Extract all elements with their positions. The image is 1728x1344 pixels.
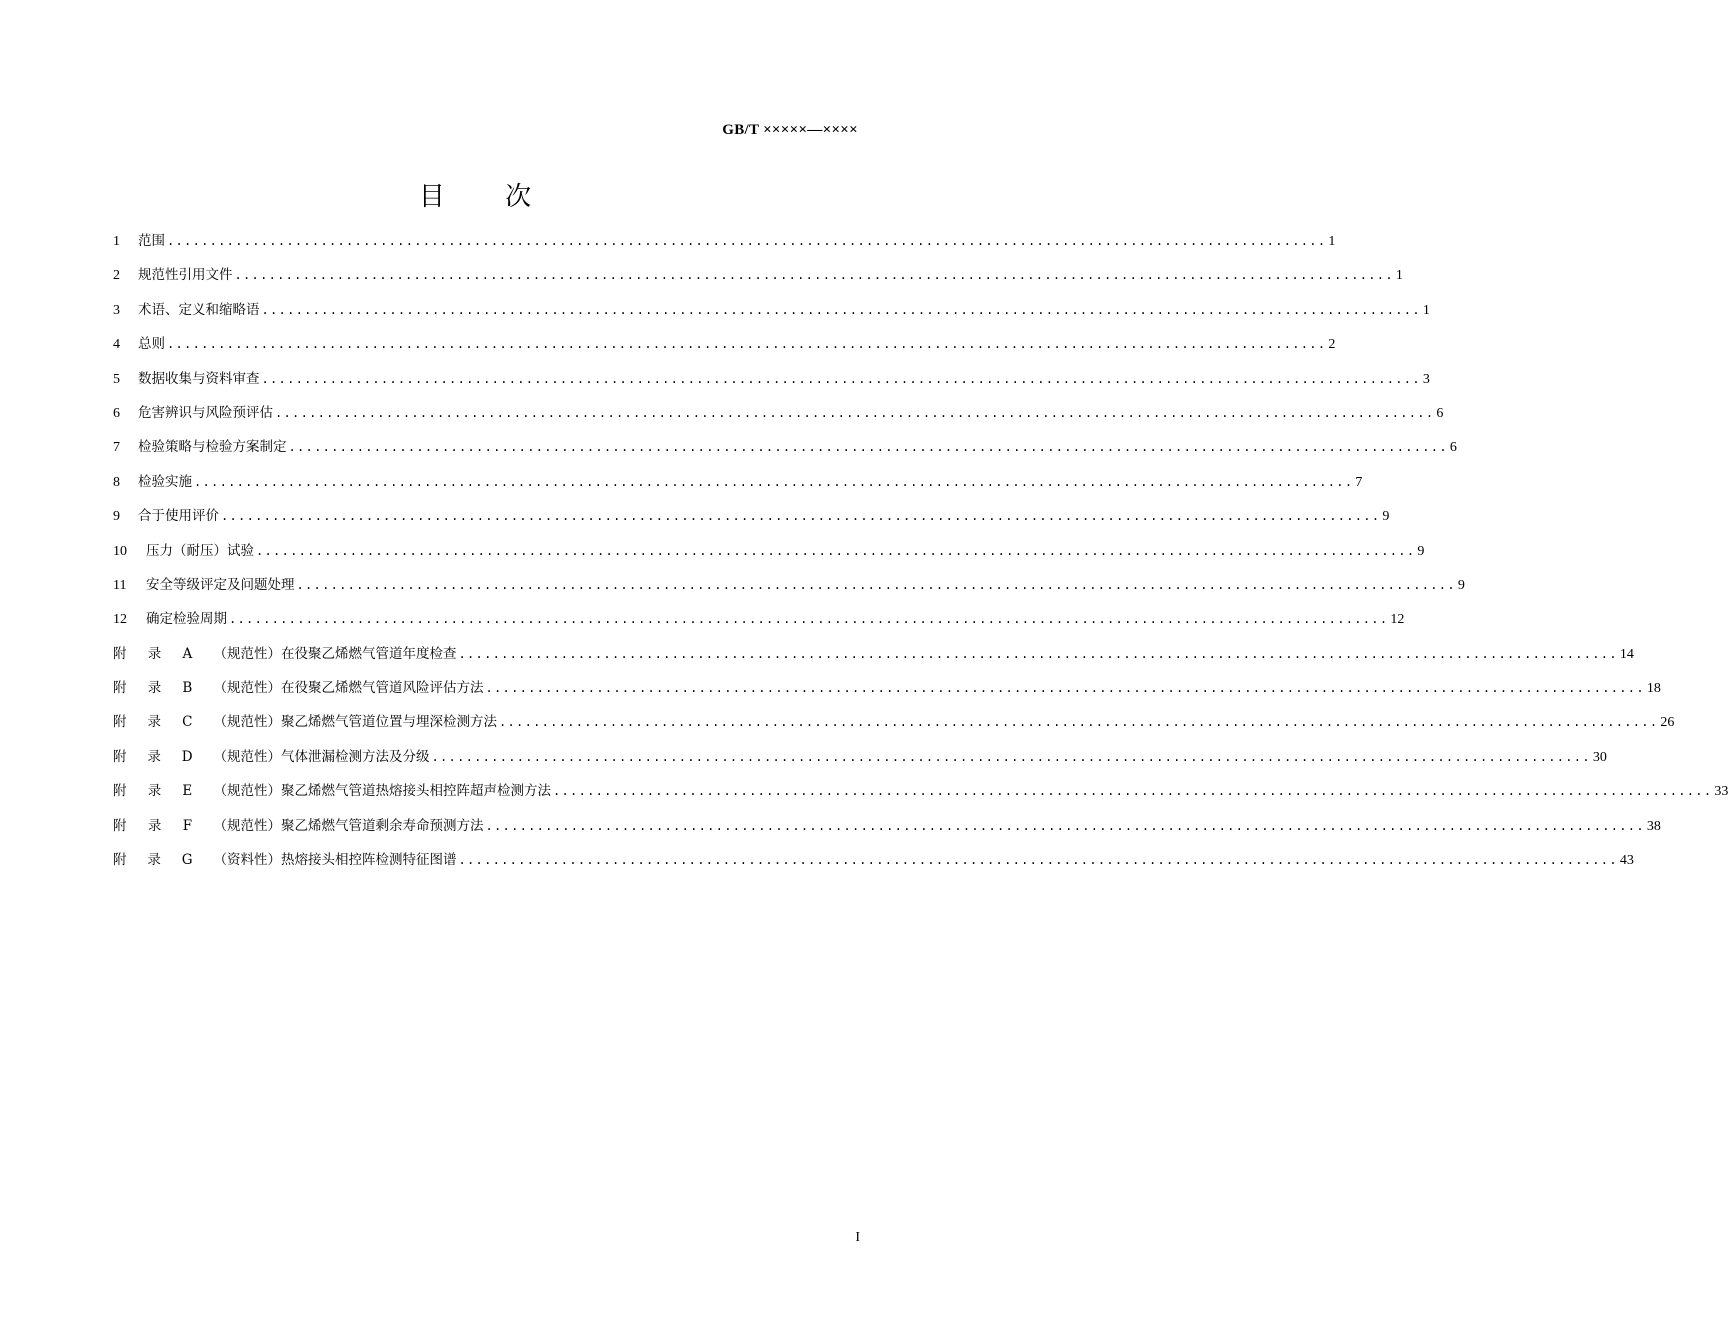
dot-leader: ........................................................................................................................................: [261, 302, 1421, 317]
toc-entry[interactable]: [113, 505, 1390, 539]
annex-title: 热熔接头相控阵检测特征图谱: [281, 852, 457, 869]
toc-entry[interactable]: [113, 540, 1425, 574]
annex-letter: D: [181, 748, 193, 765]
entry-page: 3: [1422, 371, 1430, 387]
dot-leader: ........................................................................................................................................: [167, 337, 1327, 352]
entry-page: 14: [1619, 646, 1634, 662]
entry-title: 检验策略与检验方案制定: [138, 439, 287, 456]
annex-lu: 录: [147, 714, 162, 731]
toc-annex-entry[interactable]: [113, 780, 1728, 814]
dot-leader: ........................................................................................................................................: [261, 371, 1421, 386]
entry-number: 5: [113, 371, 120, 387]
standard-code: GB/T ×××××—××××: [722, 122, 858, 138]
annex-label: [113, 815, 281, 837]
annex-letter: G: [181, 852, 193, 869]
toc-annex-entry[interactable]: [113, 677, 1661, 711]
annex-letter: A: [182, 645, 193, 662]
annex-lu: 录: [147, 680, 162, 697]
toc-entry[interactable]: [113, 402, 1444, 436]
dot-leader: ........................................................................................................................................: [296, 577, 1456, 592]
annex-letter: F: [182, 817, 193, 834]
toc-annex-entry[interactable]: [113, 849, 1634, 883]
toc-entry[interactable]: [113, 471, 1363, 505]
annex-fu: 附: [113, 748, 127, 765]
annex-title: 在役聚乙烯燃气管道风险评估方法: [281, 680, 484, 697]
entry-title: 总则: [138, 336, 165, 353]
annex-type: （规范性）: [213, 645, 281, 662]
dot-leader: ........................................................................................................................................: [485, 818, 1645, 833]
entry-page: 2: [1328, 337, 1336, 353]
annex-lu: 录: [147, 645, 162, 662]
toc-entry[interactable]: [113, 608, 1405, 642]
entry-page: 6: [1449, 440, 1457, 456]
annex-type: （规范性）: [213, 748, 281, 765]
entry-number: 8: [113, 474, 120, 490]
toc-entry[interactable]: [113, 368, 1430, 402]
toc-entry[interactable]: [113, 264, 1403, 298]
annex-label: [113, 643, 281, 665]
entry-title: 检验实施: [138, 473, 192, 490]
annex-type: （规范性）: [213, 714, 281, 731]
toc-list: [113, 230, 1728, 883]
entry-page: 1: [1328, 234, 1336, 249]
toc-annex-entry[interactable]: [113, 746, 1607, 780]
dot-leader: ........................................................................................................................................: [499, 715, 1659, 730]
annex-title: 在役聚乙烯燃气管道年度检查: [281, 645, 457, 662]
entry-title: 数据收集与资料审查: [138, 370, 260, 387]
toc-title: 目 次: [418, 182, 558, 212]
entry-title: 危害辨识与风险预评估: [138, 404, 273, 421]
annex-fu: 附: [113, 714, 127, 731]
annex-title: 聚乙烯燃气管道位置与埋深检测方法: [281, 714, 497, 731]
annex-label: [113, 780, 281, 802]
annex-lu: 录: [147, 748, 161, 765]
annex-label: [113, 677, 281, 699]
toc-annex-entry[interactable]: [113, 643, 1634, 677]
dot-leader: ........................................................................................................................................: [194, 474, 1354, 489]
toc-annex-entry[interactable]: [113, 815, 1661, 849]
toc-entry[interactable]: [113, 333, 1336, 367]
entry-page: 1: [1422, 302, 1430, 318]
entry-number: 3: [113, 302, 120, 318]
dot-leader: ........................................................................................................................................: [221, 509, 1381, 524]
dot-leader: ........................................................................................................................................: [431, 749, 1591, 764]
annex-fu: 附: [113, 645, 127, 662]
annex-title: 气体泄漏检测方法及分级: [281, 748, 430, 765]
annex-type: （规范性）: [213, 783, 281, 800]
entry-page: 9: [1382, 509, 1390, 525]
toc-entry[interactable]: [113, 436, 1457, 470]
annex-lu: 录: [147, 817, 162, 834]
entry-number: 6: [113, 405, 120, 421]
entry-page: 7: [1355, 474, 1363, 490]
entry-page: 1: [1395, 268, 1403, 284]
dot-leader: ........................................................................................................................................: [256, 543, 1416, 558]
entry-title: 确定检验周期: [146, 611, 227, 628]
dot-leader: ........................................................................................................................................: [234, 268, 1394, 283]
entry-title: 安全等级评定及问题处理: [146, 576, 295, 593]
annex-fu: 附: [113, 852, 127, 869]
entry-title: 术语、定义和缩略语: [138, 301, 260, 318]
entry-number: 2: [113, 268, 120, 284]
entry-number: 4: [113, 337, 120, 353]
entry-page: 26: [1660, 715, 1675, 731]
entry-page: 43: [1619, 853, 1634, 869]
entry-number: 9: [113, 509, 120, 525]
dot-leader: ........................................................................................................................................: [288, 440, 1448, 455]
dot-leader: ........................................................................................................................................: [167, 234, 1327, 248]
annex-type: （资料性）: [213, 852, 281, 869]
annex-label: [113, 849, 281, 871]
annex-fu: 附: [113, 817, 127, 834]
entry-page: 6: [1436, 405, 1444, 421]
entry-number: 1: [113, 234, 120, 249]
annex-letter: C: [182, 714, 193, 731]
dot-leader: ........................................................................................................................................: [275, 405, 1435, 420]
entry-title: 规范性引用文件: [138, 267, 233, 284]
dot-leader: ........................................................................................................................................: [229, 612, 1389, 627]
entry-page: 18: [1646, 681, 1661, 697]
dot-leader: ........................................................................................................................................: [553, 784, 1713, 799]
entry-page: 9: [1417, 543, 1425, 559]
toc-annex-entry[interactable]: [113, 711, 1675, 745]
annex-type: （规范性）: [213, 680, 281, 697]
annex-fu: 附: [113, 680, 127, 697]
annex-title: 聚乙烯燃气管道剩余寿命预测方法: [281, 817, 484, 834]
dot-leader: ........................................................................................................................................: [458, 853, 1618, 868]
entry-page: 38: [1646, 818, 1661, 834]
entry-number: 10: [113, 543, 127, 559]
annex-letter: E: [182, 783, 193, 800]
entry-number: 11: [113, 577, 127, 593]
entry-title: 合于使用评价: [138, 508, 219, 525]
entry-title: 范围: [138, 233, 165, 249]
entry-number: 7: [113, 440, 120, 456]
annex-label: [113, 746, 281, 768]
page-number: I: [855, 1230, 860, 1245]
annex-lu: 录: [147, 852, 161, 869]
toc-entry[interactable]: [113, 230, 1336, 264]
entry-title: 压力（耐压）试验: [146, 542, 254, 559]
entry-page: 12: [1390, 612, 1405, 628]
annex-type: （规范性）: [213, 817, 281, 834]
entry-page: 30: [1592, 749, 1607, 765]
annex-fu: 附: [113, 783, 127, 800]
annex-label: [113, 711, 281, 733]
entry-page: 33: [1714, 784, 1728, 800]
dot-leader: ........................................................................................................................................: [458, 646, 1618, 661]
dot-leader: ........................................................................................................................................: [485, 681, 1645, 696]
entry-page: 9: [1457, 577, 1465, 593]
annex-lu: 录: [147, 783, 162, 800]
annex-letter: B: [182, 680, 193, 697]
toc-entry[interactable]: [113, 574, 1465, 608]
annex-title: 聚乙烯燃气管道热熔接头相控阵超声检测方法: [281, 783, 551, 800]
toc-entry[interactable]: [113, 299, 1430, 333]
entry-number: 12: [113, 612, 127, 628]
